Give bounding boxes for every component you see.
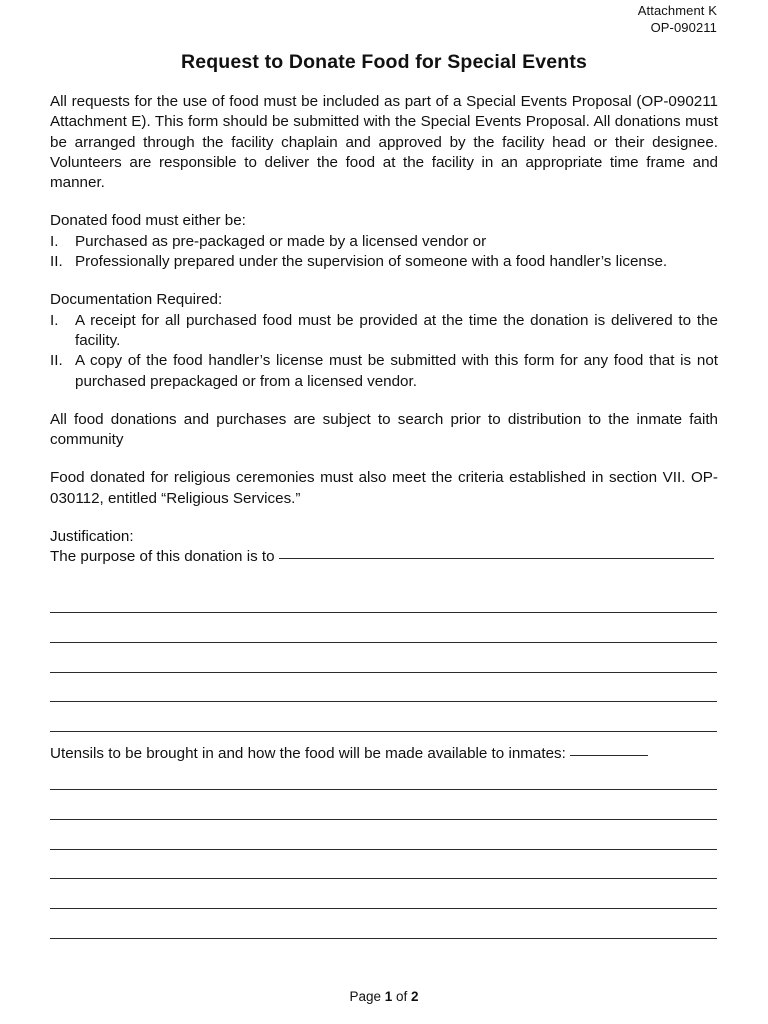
blank-fill-in-line[interactable] [50, 819, 717, 820]
blank-fill-in-line[interactable] [50, 789, 717, 790]
list-item [50, 311, 718, 352]
justification-blank-lines [50, 612, 717, 732]
search-paragraph: All food donations and purchases are subject to search prior to distribution to the inmate faith community [50, 410, 718, 449]
blank-fill-in-line[interactable] [50, 849, 717, 850]
donated-food-heading: Donated food must either be: [50, 212, 246, 230]
justification-heading: Justification: [50, 528, 134, 546]
blank-fill-in-line[interactable] [50, 731, 717, 732]
list-item-numeral: I. [50, 232, 59, 250]
policy-number-label: OP-090211 [650, 20, 717, 35]
attachment-label: Attachment K [637, 3, 717, 18]
list-item-text: Professionally prepared under the supervision of someone with a food handler’s license. [75, 253, 668, 271]
list-item [50, 252, 718, 272]
footer-prefix: Page [349, 989, 381, 1004]
page-footer [0, 989, 768, 1004]
utensils-prompt: Utensils to be brought in and how the food will be made available to inmates: [50, 745, 566, 762]
justification-prompt: The purpose of this donation is to [50, 548, 275, 566]
footer-middle: of [396, 989, 408, 1004]
utensils-blank-lines [50, 789, 717, 939]
justification-fill-in-line[interactable] [279, 558, 714, 559]
justification-prompt-row [50, 547, 718, 567]
footer-current-page: 1 [384, 989, 393, 1004]
list-item [50, 232, 718, 252]
list-item-text: A receipt for all purchased food must be provided at the time the donation is delivered to the facility. [75, 311, 718, 349]
page-title: Request to Donate Food for Special Events [181, 51, 587, 73]
spacer [50, 509, 718, 527]
list-item-text: Purchased as pre-packaged or made by a licensed vendor or [75, 232, 487, 250]
utensils-prompt-row [50, 744, 718, 764]
list-item-numeral: II. [50, 253, 63, 271]
blank-fill-in-line[interactable] [50, 878, 717, 879]
document-body [50, 92, 718, 568]
list-item-numeral: I. [50, 311, 59, 329]
spacer [50, 392, 718, 410]
donated-food-list [50, 232, 718, 273]
documentation-list [50, 311, 718, 392]
blank-fill-in-line[interactable] [50, 701, 717, 702]
intro-paragraph: All requests for the use of food must be included as part of a Special Events Proposal (OP-090211 Attachment E). This form should be submitted with the Special Events Proposal. All donations must be arranged through the facility chaplain and approved by the facility head or their designee. Volunteers are responsible to deliver the food at the facility in an appropriate time frame and manner. [50, 93, 718, 192]
footer-total-pages: 2 [411, 989, 419, 1004]
spacer [50, 450, 718, 468]
list-item [50, 351, 718, 392]
blank-fill-in-line[interactable] [50, 908, 717, 909]
religious-ceremonies-paragraph: Food donated for religious ceremonies must also meet the criteria established in section VII. OP-030112, entitled “Religious Services.” [50, 469, 718, 507]
spacer [50, 272, 718, 290]
blank-fill-in-line[interactable] [50, 612, 717, 613]
list-item-numeral: II. [50, 352, 63, 370]
spacer [50, 193, 718, 211]
utensils-fill-in-line[interactable] [570, 755, 648, 756]
blank-fill-in-line[interactable] [50, 672, 717, 673]
blank-fill-in-line[interactable] [50, 938, 717, 939]
documentation-heading: Documentation Required: [50, 291, 223, 309]
blank-fill-in-line[interactable] [50, 642, 717, 643]
document-header [638, 2, 717, 36]
list-item-text: A copy of the food handler’s license must be submitted with this form for any food that is not purchased prepackaged or from a licensed vendor. [75, 352, 718, 390]
